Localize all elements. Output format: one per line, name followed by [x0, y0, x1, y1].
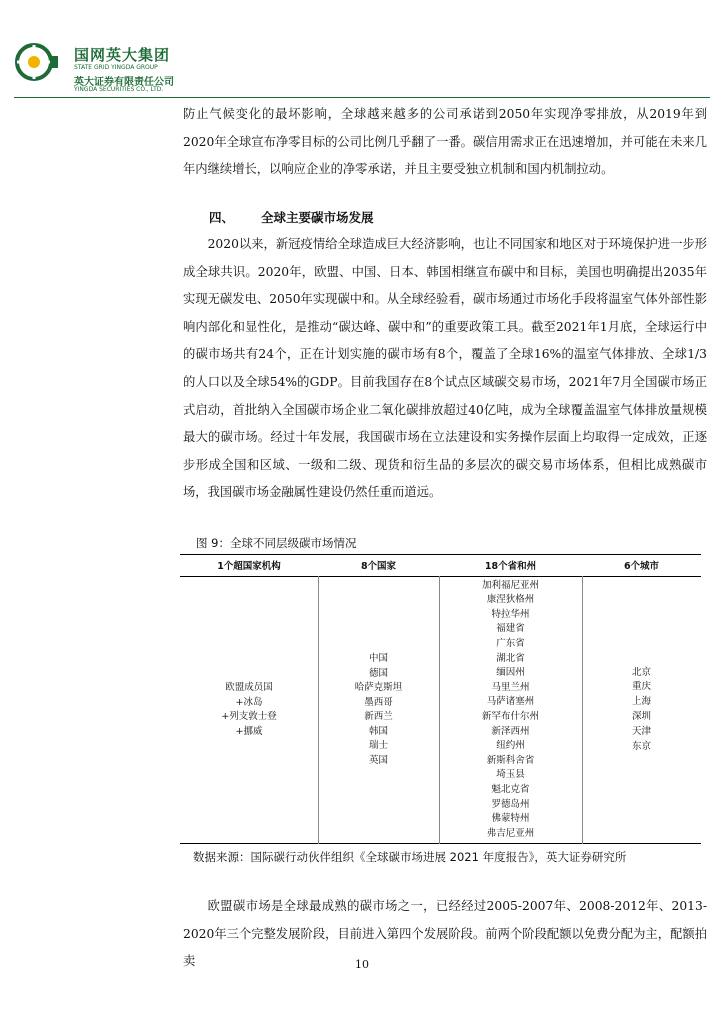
table-cell: 广东省 [496, 638, 525, 650]
table-cell: 东京 [631, 740, 651, 752]
table-top-rule [180, 554, 701, 555]
table-cell: 重庆 [631, 681, 651, 693]
figure-source: 数据来源：国际碳行动伙伴组织《全球碳市场进展 2021 年度报告》，英大证券研究所 [193, 850, 627, 864]
section-heading [209, 208, 374, 226]
table-cell: 罗德岛州 [491, 798, 530, 810]
table-column-national [318, 576, 439, 844]
table-cell: 埼玉县 [496, 769, 525, 781]
table-cell: 上海 [631, 696, 651, 708]
paragraph-intro: 防止气候变化的最坏影响，全球越来越多的公司承诺到2050年实现净零排放，从2019年到2020年全球宣布净零目标的公司比例几乎翻了一番。碳信用需求正在迅速增加，并可能在未来几年内继续增长，以响应企业的净零承诺，并且主要受独立机制和国内机制拉动。 [183, 107, 707, 177]
table-header-supranational: 1个超国家机构 [217, 561, 281, 572]
table-cell: 马萨诸塞州 [486, 696, 535, 708]
table-header-national: 8个国家 [360, 561, 397, 572]
table-cell: 深圳 [631, 711, 651, 722]
paragraph-eu-market: 欧盟碳市场是全球最成熟的碳市场之一，已经经过2005-2007年、2008-2012年、2013-2020年三个完整发展阶段，目前进入第四个发展阶段。前两个阶段配额以免费分配为主，配额拍卖 [183, 899, 707, 969]
table-cell: 加利福尼亚州 [481, 579, 539, 591]
table-cell: 北京 [631, 666, 651, 678]
table-column-provinces [439, 576, 582, 844]
table-cell: +列支敦士登 [221, 711, 277, 722]
table-header-cities: 6个城市 [623, 561, 660, 572]
table-cell: 佛蒙特州 [491, 813, 530, 825]
table-cell: 瑞士 [368, 740, 388, 751]
table-cell: 弗吉尼亚州 [486, 827, 535, 839]
table-cell: 天津 [631, 725, 651, 737]
table-cell: 马里兰州 [491, 681, 530, 693]
logo-en-main: STATE GRID YINGDA GROUP [74, 64, 158, 71]
table-cell: 墨西哥 [364, 696, 393, 708]
table-cell: 特拉华州 [491, 608, 530, 620]
logo-cn-main: 国网英大集团 [74, 46, 171, 64]
table-cell: 德国 [368, 667, 388, 679]
table-cell: 新罕布什尔州 [481, 711, 539, 722]
table-cell: 缅因州 [496, 667, 525, 679]
table-cell: 欧盟成员国 [225, 682, 273, 693]
table-header-provinces: 18个省和州 [484, 561, 537, 572]
table-cell: 中国 [368, 653, 388, 664]
logo-emblem-icon [14, 42, 60, 82]
section-number: 四、 [209, 210, 235, 225]
table-column-supranational [180, 576, 318, 844]
table-cell: 新泽西州 [491, 725, 530, 737]
carbon-market-table [180, 554, 701, 844]
company-logo [14, 40, 194, 94]
table-cell: +冰岛 [235, 696, 263, 708]
logo-en-sub: YINGDA SECURITIES CO., LTD. [74, 86, 164, 93]
table-cell: 英国 [368, 754, 388, 766]
table-cell: 韩国 [368, 725, 388, 737]
page-number: 10 [355, 958, 369, 971]
table-cell: +挪威 [235, 725, 263, 737]
table-column-cities [582, 576, 701, 844]
table-cell: 福建省 [496, 623, 525, 635]
table-cell: 纽约州 [496, 740, 525, 752]
table-cell: 新斯科舍省 [486, 754, 535, 766]
paragraph-global-carbon: 2020以来，新冠疫情给全球造成巨大经济影响，也让不同国家和地区对于环境保护进一步形成全球共识。2020年，欧盟、中国、日本、韩国相继宣布碳中和目标，美国也明确提出2035年实现无碳发电、2050年实现碳中和。从全球经验看，碳市场通过市场化手段将温室气体外部性影响内部化和显性化，是推动“碳达峰、碳中和”的重要政策工具。截至2021年1月底，全球运行中的碳市场共有24个，正在计划实施的碳市场有8个，覆盖了全球16%的温室气体排放、全球1/3的人口以及全球54%的GDP。目前我国存在8个试点区域碳交易市场，2021年7月全国碳市场正式启动，首批纳入全国碳市场企业二氧化碳排放超过40亿吨，成为全球覆盖温室气体排放量规模最大的碳市场。经过十年发展，我国碳市场在立法建设和实务操作层面上均取得一定成效，正逐步形成全国和区域、一级和二级、现货和衍生品的多层次的碳交易市场体系，但相比成熟碳市场，我国碳市场金融属性建设仍然任重而道远。 [183, 237, 707, 500]
table-cell: 哈萨克斯坦 [354, 682, 403, 693]
section-title: 全球主要碳市场发展 [261, 210, 374, 225]
header-divider [14, 97, 710, 98]
table-cell: 湖北省 [496, 652, 525, 664]
table-cell: 康涅狄格州 [486, 594, 535, 606]
figure-title: 图 9：全球不同层级碳市场情况 [196, 536, 357, 550]
table-cell: 新西兰 [364, 711, 393, 722]
table-cell: 魁北克省 [491, 783, 530, 795]
logo-cn-sub: 英大证券有限责任公司 [74, 77, 174, 88]
